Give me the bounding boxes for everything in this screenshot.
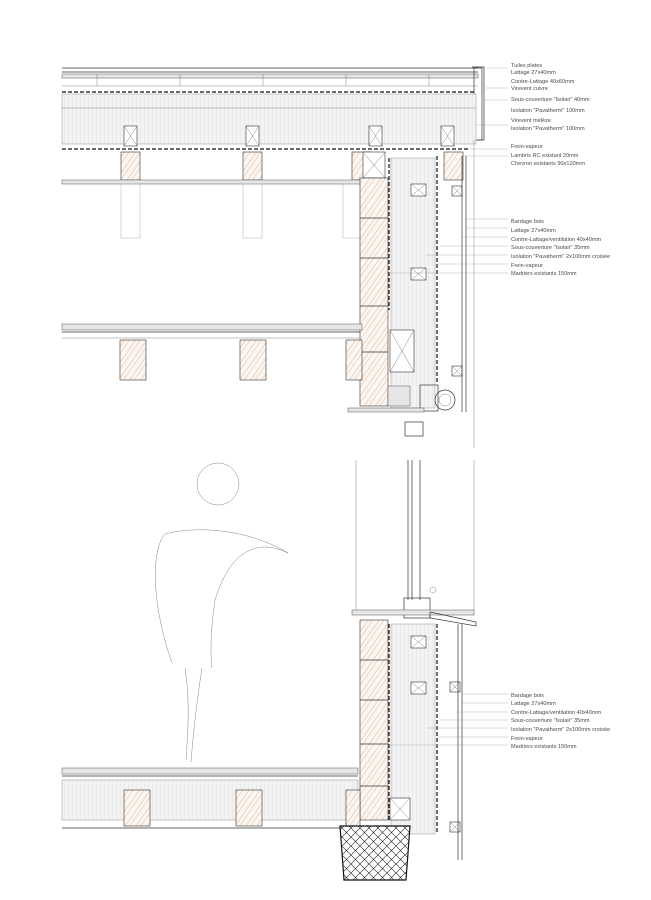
roof-label: Frein-vapeur	[511, 144, 543, 150]
roof-label: Isolation "Pavatherm" 100mm	[511, 108, 585, 114]
wall-label: Madriers existants 150mm	[511, 744, 577, 750]
upper-wall-build-up	[348, 140, 474, 448]
wall-label: Sous-couverture "Isolair" 35mm	[511, 718, 590, 724]
roof-label: Tuiles plates	[511, 63, 543, 69]
window-section	[352, 460, 476, 626]
stone-foundation	[340, 826, 410, 880]
wall-label: Frein-vapeur	[511, 736, 543, 742]
roof-label: Lambris RC existant 20mm	[511, 153, 579, 159]
lower-wall-build-up	[360, 620, 462, 860]
wall-label: Bardage bois	[511, 219, 544, 225]
upper-wall-annotations	[511, 219, 610, 277]
roof-label: Lattage 27x40mm	[511, 70, 556, 76]
wall-label: Bardage bois	[511, 693, 544, 699]
wall-label: Frein-vapeur	[511, 263, 543, 269]
roof-label: Sous-couverture "Isolair" 40mm	[511, 97, 590, 103]
roof-label: Virevent cuivre	[511, 86, 548, 92]
wall-label: Sous-couverture "Isolair" 35mm	[511, 245, 590, 251]
wall-label: Contre-Lattage/ventilation 40x40mm	[511, 710, 602, 716]
wall-label: Isolation "Pavatherm" 2x100mm croisée	[511, 727, 611, 733]
human-scale-figure	[155, 463, 288, 762]
roof-label: Virevent mélèze	[511, 118, 552, 124]
roof-annotations	[511, 63, 590, 167]
roof-label: Isolation "Pavatherm" 100mm	[511, 126, 585, 132]
upper-floor-build-up	[62, 324, 362, 380]
wall-label: Isolation "Pavatherm" 2x100mm croisée	[511, 254, 611, 260]
lower-floor-build-up	[62, 768, 410, 880]
wall-label: Madriers existants 150mm	[511, 271, 577, 277]
wall-label: Lattage 27x40mm	[511, 701, 556, 707]
roof-label: Contre-Lattage 40x60mm	[511, 79, 575, 85]
lower-wall-annotations	[511, 693, 610, 750]
roof-label: Chevron existants 90x120mm	[511, 161, 585, 167]
wall-label: Lattage 27x40mm	[511, 228, 556, 234]
wall-label: Contre-Lattage/ventilation 40x40mm	[511, 237, 602, 243]
